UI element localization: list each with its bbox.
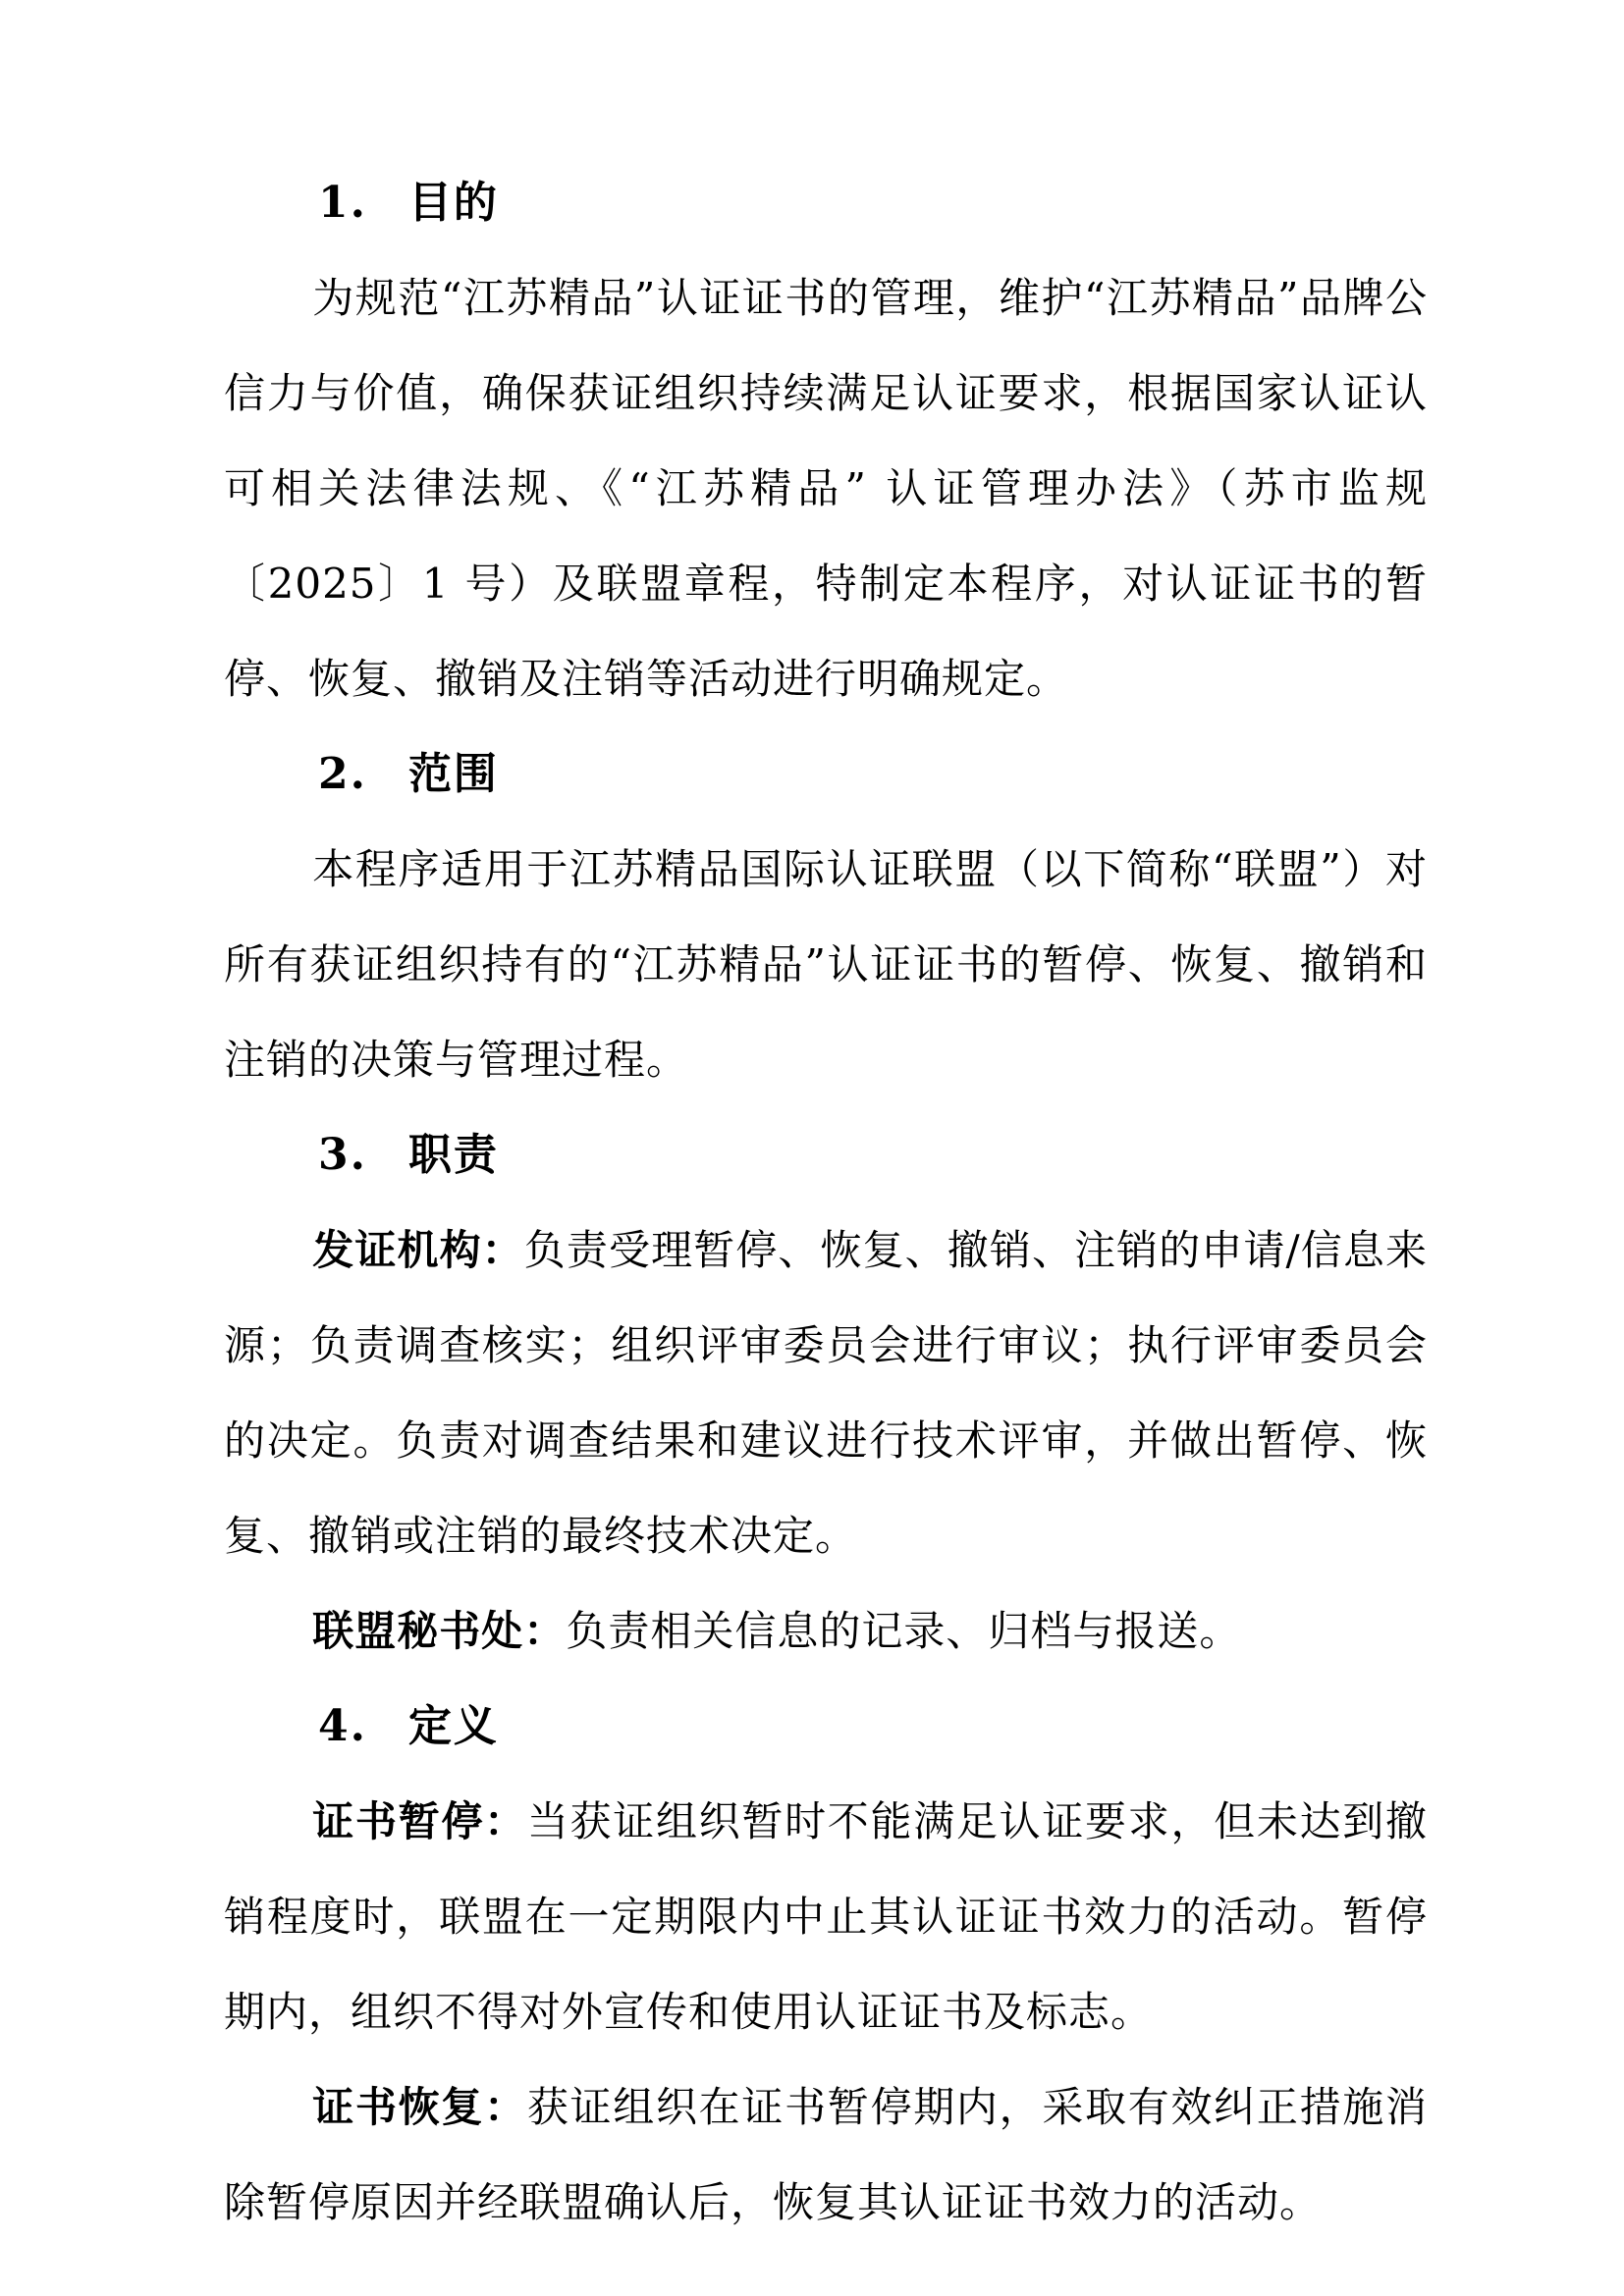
section-heading-1 — [318, 155, 1428, 250]
paragraph — [224, 1774, 1428, 2059]
paragraph — [224, 2059, 1428, 2250]
section-title: 目的 — [407, 178, 499, 228]
section-title: 范围 — [407, 749, 499, 799]
paragraph-text: 负责相关信息的记录、归档与报送。 — [566, 1607, 1242, 1655]
section-heading-3 — [318, 1107, 1428, 1202]
section-heading-2 — [318, 726, 1428, 822]
section-title: 定义 — [407, 1701, 499, 1751]
term-label: 证书暂停： — [312, 1797, 527, 1845]
paragraph — [224, 822, 1428, 1107]
paragraph — [224, 1202, 1428, 1583]
term-label: 证书恢复： — [312, 2083, 527, 2131]
paragraph — [224, 250, 1428, 726]
paragraph-text: 当获证组织暂时不能满足认证要求，但未达到撤销程度时，联盟在一定期限内中止其认证证书效力的活动。暂停期内，组织不得对外宣传和使用认证证书及标志。 — [224, 1797, 1428, 2036]
section-number: 2. — [318, 749, 367, 799]
paragraph-text: 本程序适用于江苏精品国际认证联盟（以下简称“联盟”）对所有获证组织持有的“江苏精品”认证证书的暂停、恢复、撤销和注销的决策与管理过程。 — [224, 845, 1428, 1084]
paragraph-text: 获证组织在证书暂停期内，采取有效纠正措施消除暂停原因并经联盟确认后，恢复其认证证书效力的活动。 — [224, 2083, 1428, 2226]
term-label: 联盟秘书处： — [312, 1607, 567, 1655]
section-number: 3. — [318, 1130, 367, 1180]
term-label: 发证机构： — [312, 1226, 524, 1274]
paragraph-text: 为规范“江苏精品”认证证书的管理，维护“江苏精品”品牌公信力与价值，确保获证组织持续满足认证要求，根据国家认证认可相关法律法规、《“江苏精品” 认证管理办法》（苏市监规〔2025〕1 号）及联盟章程，特制定本程序，对认证证书的暂停、恢复、撤销及注销等活动进行明确规定。 — [224, 274, 1428, 703]
paragraph-text: 负责受理暂停、恢复、撤销、注销的申请/信息来源；负责调查核实；组织评审委员会进行审议；执行评审委员会的决定。负责对调查结果和建议进行技术评审，并做出暂停、恢复、撤销或注销的最终技术决定。 — [224, 1226, 1428, 1560]
section-number: 1. — [318, 178, 367, 228]
paragraph — [224, 1583, 1428, 1679]
section-number: 4. — [318, 1701, 367, 1751]
section-title: 职责 — [407, 1130, 499, 1180]
section-heading-4 — [318, 1679, 1428, 1774]
